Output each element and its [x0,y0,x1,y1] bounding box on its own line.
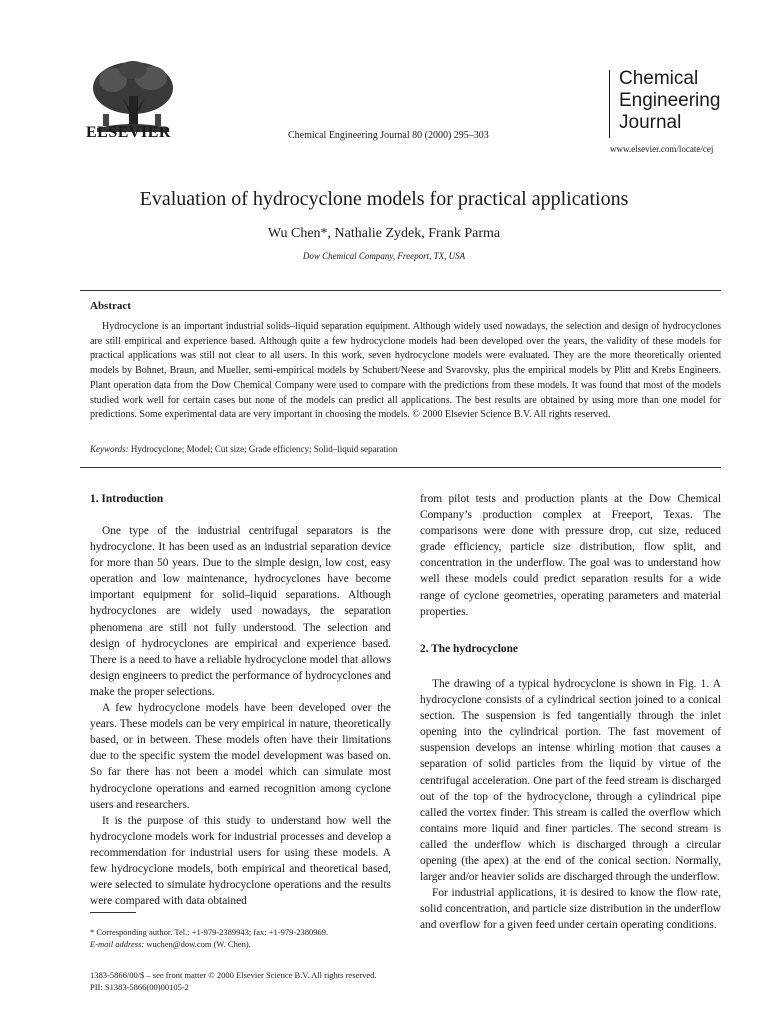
abstract-body [90,320,721,423]
journal-brand [619,68,720,134]
section-heading-hydrocyclone: 2. The hydrocyclone [420,643,518,655]
corresponding-author: * Corresponding author. Tel.: +1-979-2389943; fax: +1-979-2380969. [90,927,329,937]
journal-citation: Chemical Engineering Journal 80 (2000) 295–303 [288,130,489,141]
intro-continuation: from pilot tests and production plants at the Dow Chemical Company’s production complex at Freeport, Texas. The comparisons were done with pressure drop, cut size, reduced grade efficiency, particle size distribution, flow split, and concentration in the underflow. The goal was to understand how well these models could predict separation results for a wide range of cyclone geometries, operating parameters and material properties. [420,493,721,618]
article-authors: Wu Chen*, Nathalie Zydek, Frank Parma [267,226,501,241]
section-heading-introduction: 1. Introduction [90,493,164,505]
intro-paragraph-2: A few hydrocyclone models have been developed over the years. These models can be very empirical in nature, theoretically based, or in between. These models often have their limitations due to the specific system the model development was based on. So far there has not been a model which can simulate most hydrocyclone operations and earned recognition among cyclone users and researchers. [90,702,391,811]
article-title: Evaluation of hydrocyclone models for practical applications [139,188,629,210]
keywords [90,444,397,454]
brand-line-1: Chemical [619,68,699,89]
right-column-section2 [420,676,721,934]
abstract-heading: Abstract [90,300,131,312]
front-matter [90,969,377,994]
email-label: E-mail address: [90,939,145,950]
brand-line-2: Engineering [619,90,721,111]
journal-url[interactable]: www.elsevier.com/locate/cej [610,144,714,154]
hydrocyclone-paragraph-2: For industrial applications, it is desired to know the flow rate, solid concentration, and particle size distribution in the underflow and overflow for a given feed under certain operating conditions. [420,887,721,932]
abstract-text: Hydrocyclone is an important industrial solids–liquid separation equipment. Although widely used nowadays, the selection and design of hydrocyclones are still empirical and experience based. Although quite a few hydrocyclone models had been developed over the years, the validity of these models for practical applications was still not clear to all users. In this work, seven hydrocyclone models were evaluated. They are the more theoretically oriented models by Bohnet, Braun, and Mueller, semi-empirical models by Schubert/Neese and Svarovsky, plus the empirical models by Plitt and Krebs Engineers. Plant operation data from the Dow Chemical Company were used to compare with the predictions from these models. It was found that most of the models studied work well for certain cases but none of the models can predict all applications. The best results are obtained by using more than one model for predictions. Some experimental data are very important in choosing the models. © 2000 Elsevier Science B.V. All rights reserved. [90,321,721,421]
email-line [90,938,410,950]
email-address[interactable]: wuchen@dow.com (W. Chen). [144,939,251,950]
keywords-list: Hydrocyclone; Model; Cut size; Grade efficiency; Solid–liquid separation [128,444,398,454]
right-column-top [420,491,721,620]
author-affiliation: Dow Chemical Company, Freeport, TX, USA [302,251,466,261]
divider-bottom [80,467,721,468]
brand-rule [609,70,610,138]
left-column [90,523,391,909]
intro-paragraph-1: One type of the industrial centrifugal separators is the hydrocyclone. It has been used as an industrial separation device for more than 50 years. Due to the simple design, low cost, easy operation and low maintenance, hydrocyclones have become important equipment for solid–liquid separations. Although hydrocyclones are widely used nowadays, the separation phenomena are still not fully understood. The selection and design of hydrocyclones are empirical and experience based. There is a need to have a reliable hydrocyclone model that allows design engineers to predict the performance of hydrocyclones and make the proper selections. [90,525,391,698]
keywords-label: Keywords: [90,444,129,454]
hydrocyclone-paragraph-1: The drawing of a typical hydrocyclone is shown in Fig. 1. A hydrocyclone consists of a cylindrical section joined to a conical section. The suspension is fed tangentially through the inlet opening into the cylindrical portion. The fast movement of suspension develops an intense whirling motion that causes a separation of solid particles from the liquid by virtue of the centrifugal acceleration. One part of the feed stream is discharged out of the top of the hydrocyclone, through a cylindrical pipe called the vortex finder. This stream is called the overflow which contains more liquid and finer particles. The second stream is called the underflow which is discharged through a circular opening (the apex) at the end of the conical section. Normally, larger and/or heavier solids are discharged through the underflow. [420,678,721,884]
footnote [90,926,410,951]
pii-line: PII: S1383-5866(00)00105-2 [90,982,189,993]
footnote-rule [90,912,136,913]
copyright-line: 1383-5866/00/$ – see front matter © 2000 Elsevier Science B.V. All rights reserved. [90,970,377,980]
intro-paragraph-3: It is the purpose of this study to understand how well the hydrocyclone models work for industrial processes and develop a recommendation for industrial users for using these models. A few hydrocyclone models, both empirical and theoretical based, were selected to simulate hydrocyclone operations and the results were compared with data obtained [90,814,391,908]
divider-top [80,290,721,291]
publisher-name: ELSEVIER [86,124,171,141]
brand-line-3: Journal [619,112,682,133]
